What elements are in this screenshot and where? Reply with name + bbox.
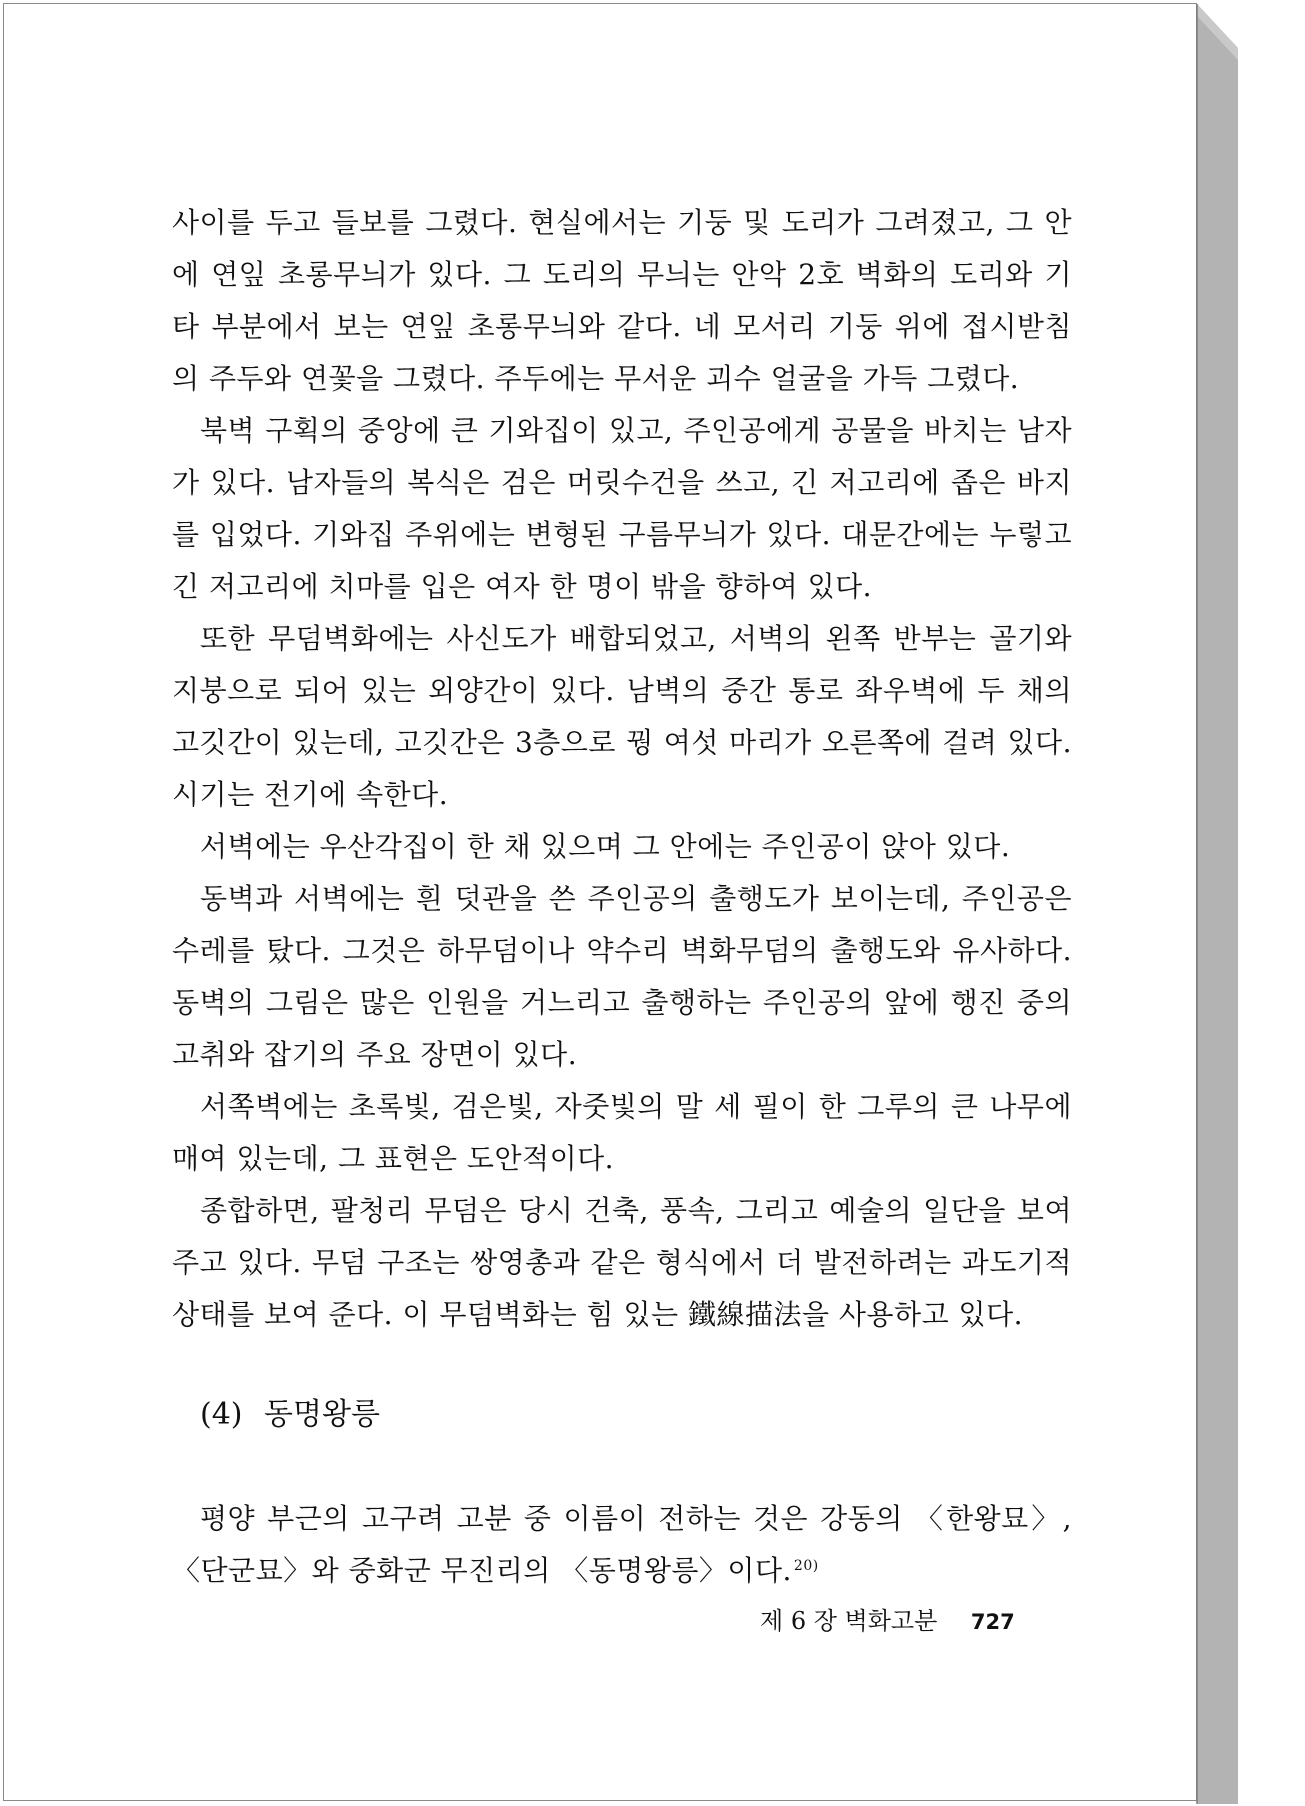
book-spine-side bbox=[1197, 4, 1238, 1804]
page-number: 727 bbox=[970, 1610, 1015, 1634]
paragraph-5: 동벽과 서벽에는 흰 덧관을 쓴 주인공의 출행도가 보이는데, 주인공은 수레를 탔다. 그것은 하무덤이나 약수리 벽화무덤의 출행도와 유사하다. 동벽의 그림은 많은 인원을 거느리고 출행하는 주인공의 앞에 행진 중의 고취와 잡기의 주요 장면이 있다. bbox=[172, 882, 1072, 1071]
paragraph-8-text: 평양 부근의 고구려 고분 중 이름이 전하는 것은 강동의 〈한왕묘〉, 〈단군묘〉와 중화군 무진리의 〈동명왕릉〉이다. bbox=[172, 1502, 1072, 1587]
paragraph-2: 북벽 구획의 중앙에 큰 기와집이 있고, 주인공에게 공물을 바치는 남자가 있다. 남자들의 복식은 검은 머릿수건을 쓰고, 긴 저고리에 좁은 바지를 입었다. 기와집 주위에는 변형된 구름무늬가 있다. 대문간에는 누렇고 긴 저고리에 치마를 입은 여자 한 명이 밖을 향하여 있다. bbox=[172, 414, 1072, 603]
running-footer-chapter: 제 6 장 벽화고분 bbox=[760, 1607, 938, 1635]
section-number: (4) bbox=[200, 1397, 243, 1432]
section-title: 동명왕릉 bbox=[264, 1397, 380, 1432]
paragraph-6: 서쪽벽에는 초록빛, 검은빛, 자줏빛의 말 세 필이 한 그루의 큰 나무에 매여 있는데, 그 표현은 도안적이다. bbox=[172, 1090, 1072, 1175]
paragraph-7: 종합하면, 팔청리 무덤은 당시 건축, 풍속, 그리고 예술의 일단을 보여 주고 있다. 무덤 구조는 쌍영총과 같은 형식에서 더 발전하려는 과도기적 상태를 보여 준다. 이 무덤벽화는 힘 있는 鐵線描法을 사용하고 있다. bbox=[172, 1194, 1072, 1331]
paragraph-3: 또한 무덤벽화에는 사신도가 배합되었고, 서벽의 왼쪽 반부는 골기와 지붕으로 되어 있는 외양간이 있다. 남벽의 중간 통로 좌우벽에 두 채의 고깃간이 있는데, 고깃간은 3층으로 꿩 여섯 마리가 오른쪽에 걸려 있다. 시기는 전기에 속한다. bbox=[172, 622, 1072, 811]
footnote-ref: 20) bbox=[793, 1557, 819, 1574]
paragraph-1: 사이를 두고 들보를 그렸다. 현실에서는 기둥 및 도리가 그려졌고, 그 안에 연잎 초롱무늬가 있다. 그 도리의 무늬는 안악 2호 벽화의 도리와 기타 부분에서 보는 연잎 초롱무늬와 같다. 네 모서리 기둥 위에 접시받침의 주두와 연꽃을 그렸다. 주두에는 무서운 괴수 얼굴을 가득 그렸다. bbox=[172, 206, 1072, 395]
paragraph-4: 서벽에는 우산각집이 한 채 있으며 그 안에는 주인공이 앉아 있다. bbox=[200, 830, 1011, 863]
